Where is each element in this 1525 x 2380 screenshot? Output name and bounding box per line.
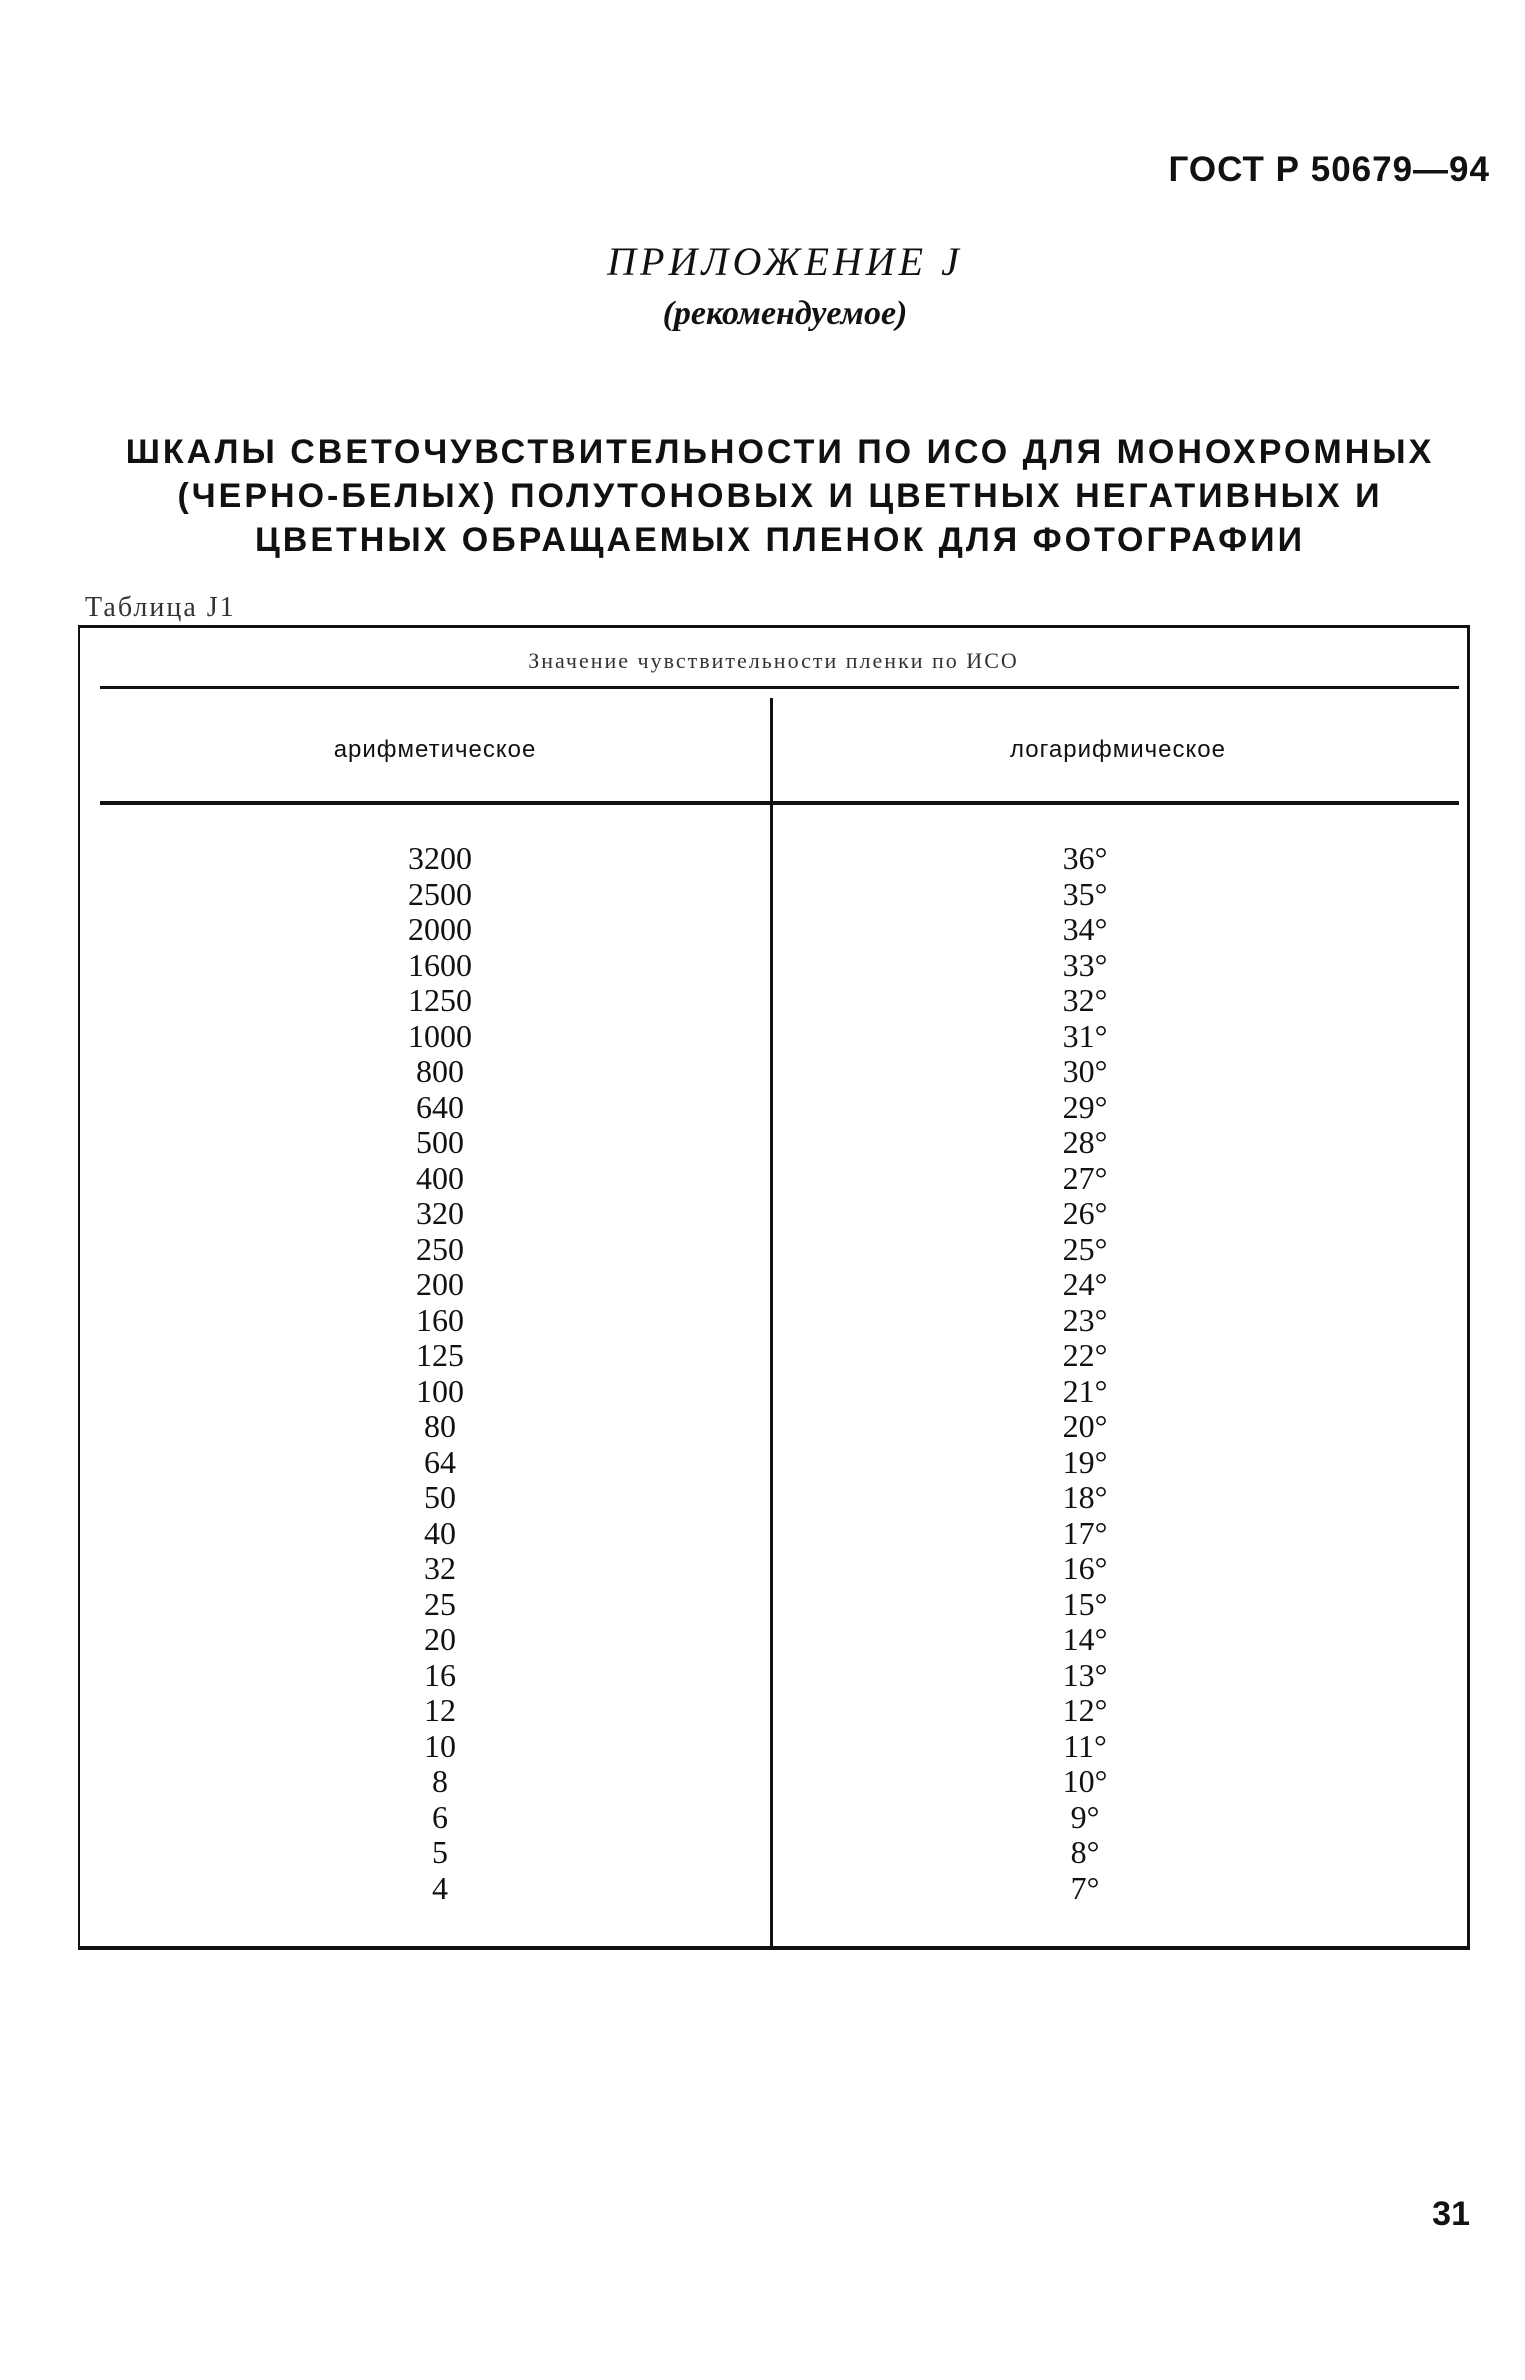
arithmetic-value-cell: 4 <box>432 1869 448 1906</box>
logarithmic-value-cell: 27° <box>1062 1159 1108 1196</box>
header-divider <box>100 686 1459 689</box>
logarithmic-value-cell: 11° <box>1063 1727 1107 1764</box>
body-divider <box>100 801 1459 805</box>
arithmetic-value-cell: 8 <box>432 1763 448 1799</box>
logarithmic-value-cell: 16° <box>1062 1550 1108 1586</box>
logarithmic-value-cell: 8° <box>1070 1834 1100 1870</box>
table-group-header: Значение чувствительности пленки по ИСО <box>528 648 1019 673</box>
page-number: 31 <box>1432 2195 1470 2233</box>
logarithmic-value-cell: 17° <box>1062 1514 1108 1551</box>
logarithmic-value-cell: 7° <box>1070 1869 1100 1906</box>
logarithmic-values <box>820 841 1350 1906</box>
logarithmic-value-cell: 10° <box>1062 1763 1108 1799</box>
table-label: Таблица J1 <box>85 592 236 623</box>
arithmetic-value-cell: 64 <box>424 1443 456 1480</box>
logarithmic-value-cell: 14° <box>1062 1621 1108 1657</box>
logarithmic-value-cell: 29° <box>1062 1088 1108 1125</box>
logarithmic-value-cell: 20° <box>1062 1408 1108 1444</box>
arithmetic-value-cell: 2500 <box>408 875 472 912</box>
arithmetic-value-cell: 10 <box>424 1727 456 1764</box>
logarithmic-value-cell: 31° <box>1062 1017 1108 1054</box>
arithmetic-value-cell: 16 <box>424 1656 456 1693</box>
document-code: ГОСТ Р 50679—94 <box>1168 150 1490 189</box>
logarithmic-value-cell: 32° <box>1062 982 1108 1018</box>
column-header-arithmetic: арифметическое <box>333 736 537 763</box>
arithmetic-value-cell: 1600 <box>408 946 472 983</box>
logarithmic-value-cell: 23° <box>1062 1301 1108 1338</box>
logarithmic-value-cell: 13° <box>1062 1656 1108 1693</box>
arithmetic-value-cell: 125 <box>416 1337 464 1373</box>
section-heading <box>90 430 1470 562</box>
arithmetic-value-cell: 1250 <box>408 982 472 1018</box>
logarithmic-value-cell: 36° <box>1062 840 1108 876</box>
heading-line: ШКАЛЫ СВЕТОЧУВСТВИТЕЛЬНОСТИ ПО ИСО ДЛЯ МОНОХРОМНЫХ <box>125 433 1435 471</box>
logarithmic-value-cell: 18° <box>1062 1479 1108 1515</box>
arithmetic-value-cell: 80 <box>424 1408 456 1444</box>
arithmetic-value-cell: 100 <box>416 1372 464 1409</box>
logarithmic-value-cell: 26° <box>1062 1195 1108 1231</box>
logarithmic-value-cell: 24° <box>1062 1266 1108 1302</box>
arithmetic-value-cell: 500 <box>416 1124 464 1160</box>
logarithmic-value-cell: 35° <box>1062 875 1108 912</box>
arithmetic-value-cell: 250 <box>416 1230 464 1267</box>
logarithmic-value-cell: 34° <box>1062 911 1108 947</box>
heading-line: (ЧЕРНО-БЕЛЫХ) ПОЛУТОНОВЫХ И ЦВЕТНЫХ НЕГАТИВНЫХ И <box>177 477 1383 515</box>
logarithmic-value-cell: 30° <box>1062 1053 1108 1089</box>
column-header-logarithmic: логарифмическое <box>1010 736 1226 763</box>
logarithmic-value-cell: 9° <box>1070 1798 1100 1835</box>
arithmetic-value-cell: 32 <box>424 1550 456 1586</box>
arithmetic-value-cell: 800 <box>416 1053 464 1089</box>
arithmetic-value-cell: 2000 <box>408 911 472 947</box>
arithmetic-value-cell: 25 <box>424 1585 456 1622</box>
arithmetic-value-cell: 12 <box>424 1692 456 1728</box>
arithmetic-value-cell: 3200 <box>408 840 472 876</box>
arithmetic-value-cell: 50 <box>424 1479 456 1515</box>
logarithmic-value-cell: 33° <box>1062 946 1108 983</box>
arithmetic-value-cell: 320 <box>416 1195 464 1231</box>
iso-sensitivity-table <box>78 625 1470 1950</box>
arithmetic-value-cell: 6 <box>432 1798 448 1835</box>
arithmetic-value-cell: 1000 <box>408 1017 472 1054</box>
appendix-title: ПРИЛОЖЕНИЕ J <box>607 239 963 284</box>
logarithmic-value-cell: 12° <box>1062 1692 1108 1728</box>
arithmetic-value-cell: 5 <box>432 1834 448 1870</box>
arithmetic-value-cell: 20 <box>424 1621 456 1657</box>
heading-line: ЦВЕТНЫХ ОБРАЩАЕМЫХ ПЛЕНОК ДЛЯ ФОТОГРАФИИ <box>254 521 1306 559</box>
logarithmic-value-cell: 22° <box>1062 1337 1108 1373</box>
appendix-subtitle: (рекомендуемое) <box>662 295 908 332</box>
arithmetic-value-cell: 200 <box>416 1266 464 1302</box>
arithmetic-value-cell: 40 <box>424 1514 456 1551</box>
logarithmic-value-cell: 25° <box>1062 1230 1108 1267</box>
logarithmic-value-cell: 21° <box>1062 1372 1108 1409</box>
arithmetic-value-cell: 640 <box>416 1088 464 1125</box>
arithmetic-values <box>90 841 790 1906</box>
logarithmic-value-cell: 28° <box>1062 1124 1108 1160</box>
logarithmic-value-cell: 15° <box>1062 1585 1108 1622</box>
arithmetic-value-cell: 160 <box>416 1301 464 1338</box>
logarithmic-value-cell: 19° <box>1062 1443 1108 1480</box>
arithmetic-value-cell: 400 <box>416 1159 464 1196</box>
